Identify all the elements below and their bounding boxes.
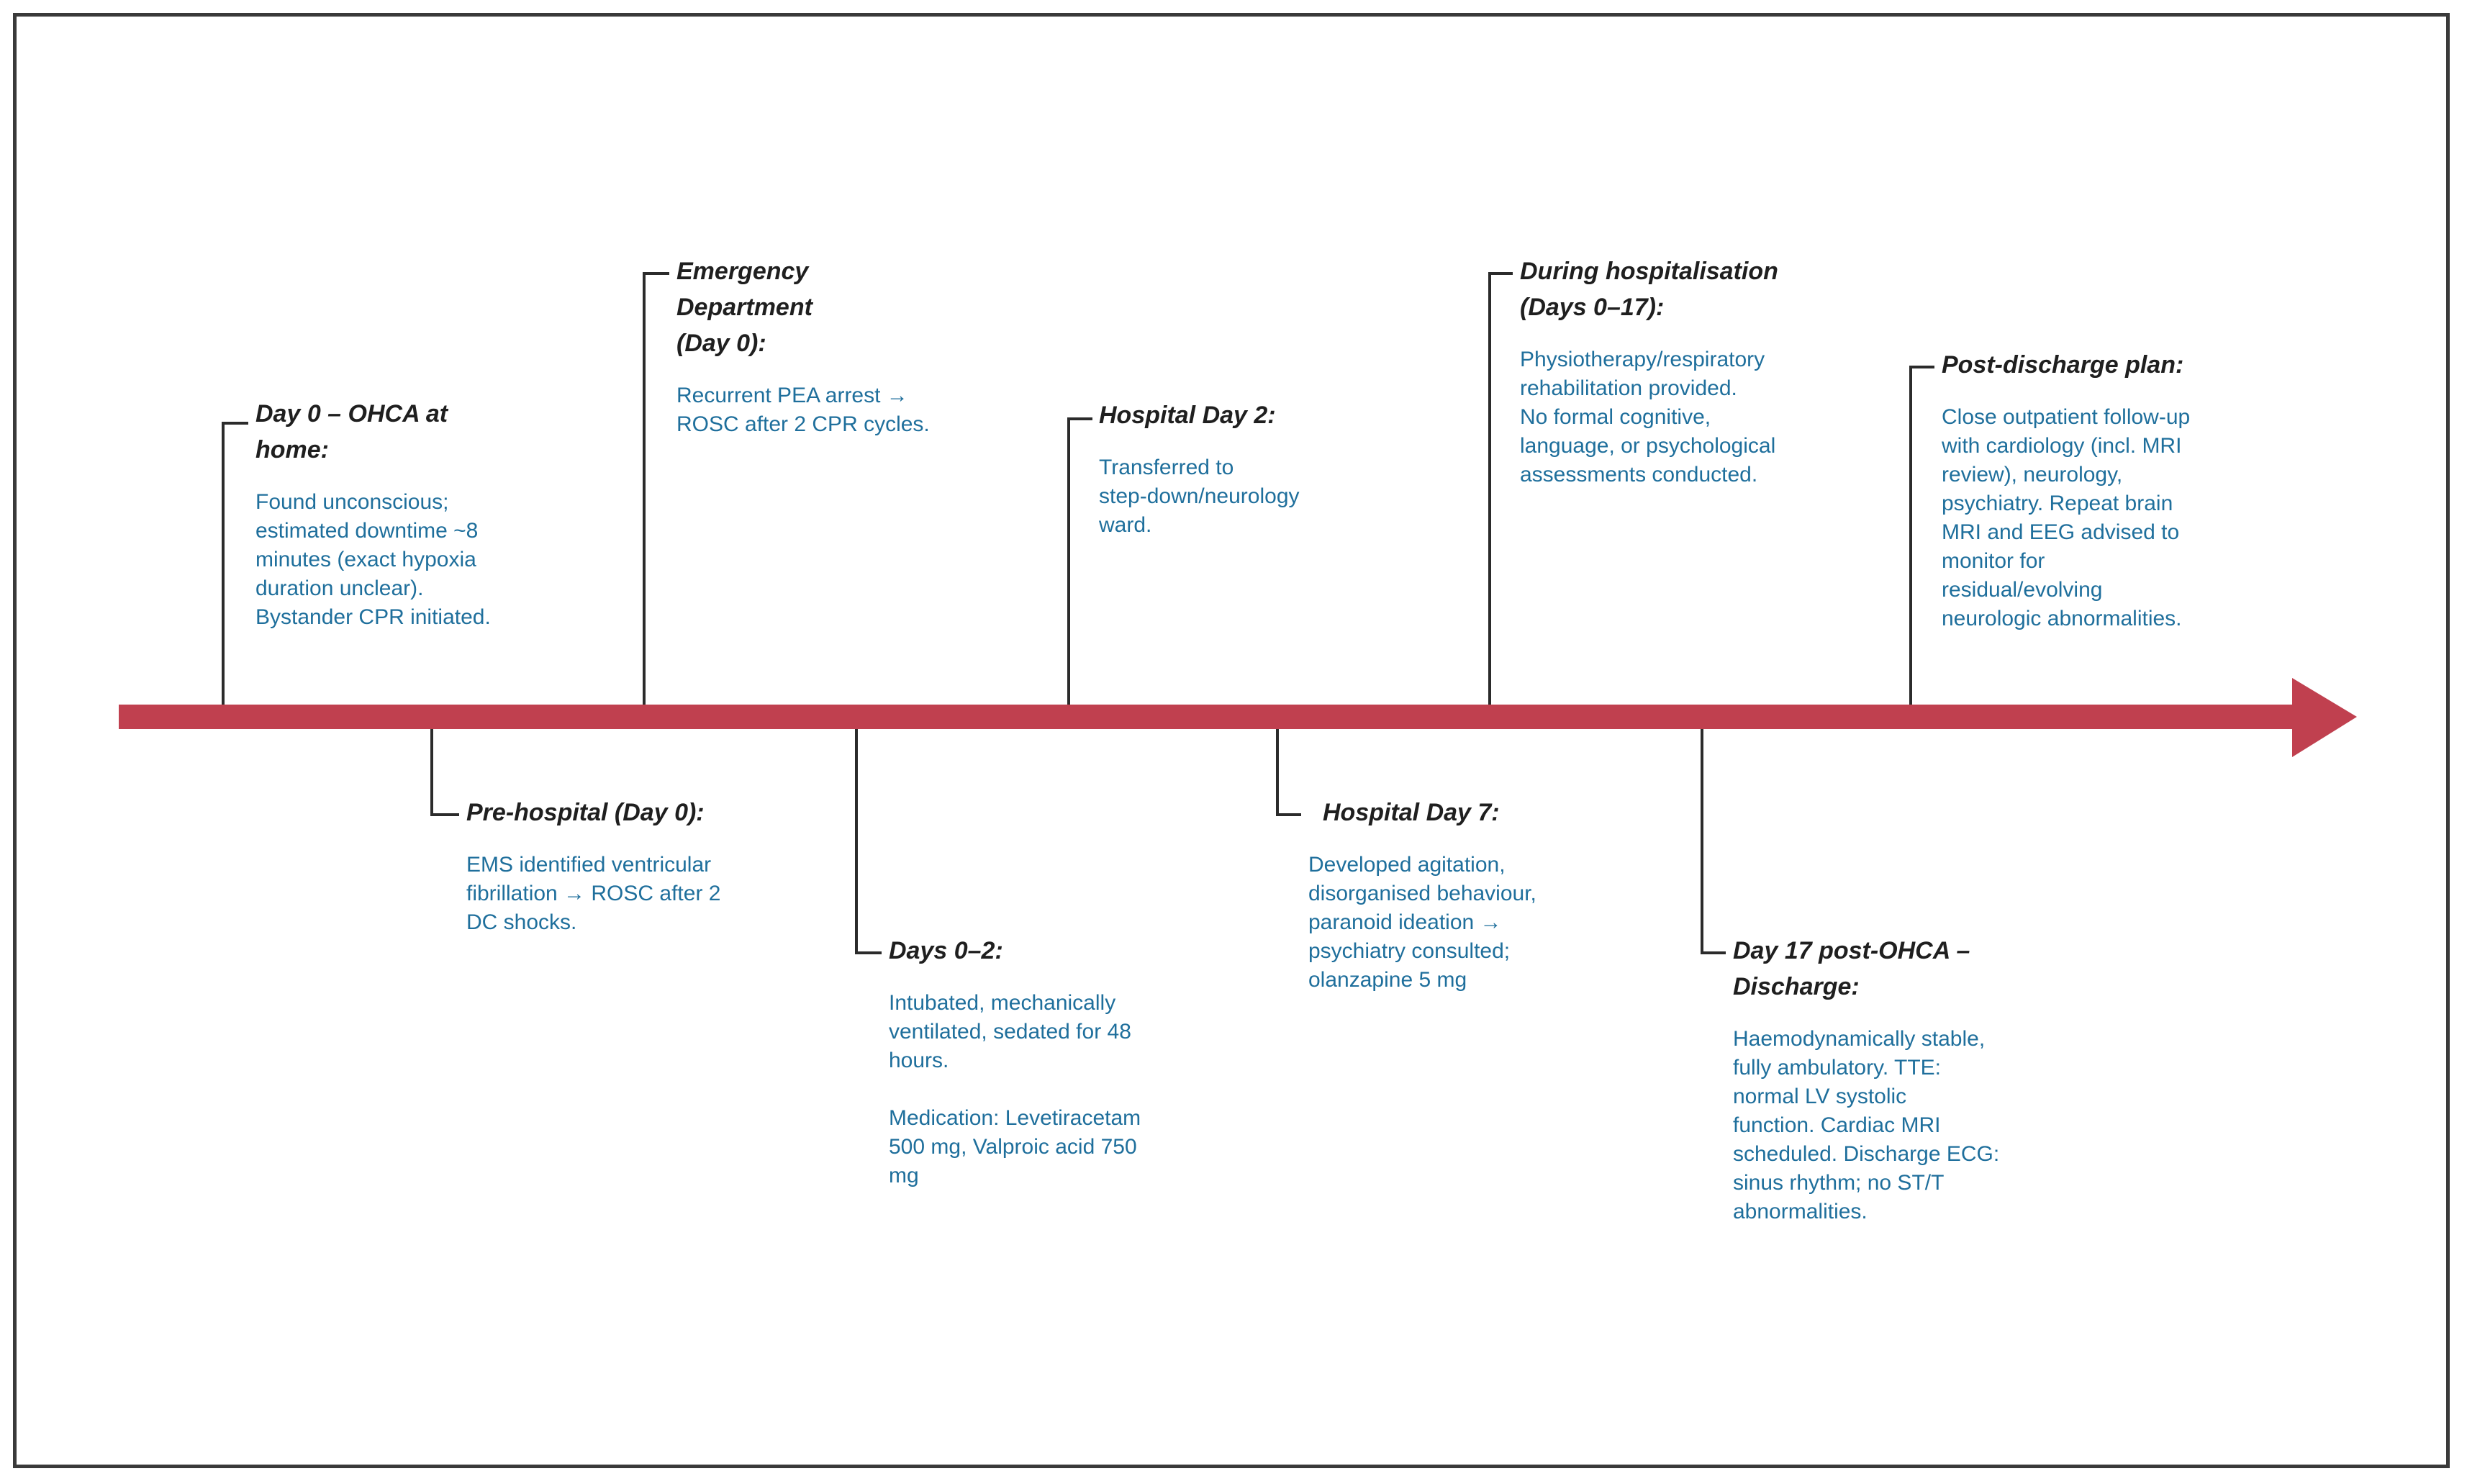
connector-line-6 <box>1490 273 1513 717</box>
event-title: Emergency Department (Day 0): <box>676 258 812 357</box>
timeline-arrow-head <box>2292 678 2357 757</box>
event-day0-ohca <box>255 396 543 632</box>
connector-line-3 <box>856 717 882 953</box>
connector-line-7 <box>1702 717 1726 953</box>
connector-line-4 <box>1069 419 1092 717</box>
event-description: Developed agitation, disorganised behaviour, paranoid ideation → psychiatry consulted; olanzapine 5 mg <box>1308 853 1536 992</box>
event-days-0-2 <box>889 933 1220 1190</box>
event-description: Physiotherapy/respiratory rehabilitation provided. No formal cognitive, language, or psychological assessments conducted. <box>1520 348 1776 487</box>
event-hospital-day-2 <box>1099 397 1401 540</box>
event-hospital-day-7 <box>1308 795 1625 995</box>
connector-line-0 <box>223 423 248 717</box>
event-title: Post-discharge plan: <box>1942 351 2184 379</box>
event-post-discharge-plan <box>1942 347 2273 633</box>
event-during-hospitalisation <box>1520 253 1851 489</box>
event-title: Hospital Day 2: <box>1099 402 1276 429</box>
event-title: Hospital Day 7: <box>1323 799 1500 826</box>
event-description: Found unconscious; estimated downtime ~8 minutes (exact hypoxia duration unclear). Bystander CPR initiated. <box>255 490 491 629</box>
event-day17-discharge <box>1733 933 2064 1226</box>
connector-line-5 <box>1277 717 1301 815</box>
event-title: During hospitalisation (Days 0–17): <box>1520 258 1778 321</box>
event-medication: Medication: Levetiracetam 500 mg, Valproic acid 750 mg <box>889 1106 1141 1187</box>
connector-line-2 <box>644 273 669 717</box>
connector-line-8 <box>1911 367 1934 717</box>
event-description: Close outpatient follow-up with cardiology (incl. MRI review), neurology, psychiatry. Repeat brain MRI and EEG advised to monitor for residual/evolving neurologic abnormalities. <box>1942 405 2191 630</box>
event-description: EMS identified ventricular fibrillation → ROSC after 2 DC shocks. <box>466 853 721 934</box>
event-pre-hospital <box>466 795 783 937</box>
connector-line-1 <box>432 717 459 815</box>
event-title: Days 0–2: <box>889 937 1003 964</box>
event-description: Recurrent PEA arrest → ROSC after 2 CPR cycles. <box>676 384 930 436</box>
event-description: Haemodynamically stable, fully ambulatory. TTE: normal LV systolic function. Cardiac MRI scheduled. Discharge ECG: sinus rhythm; no ST/T abnormalities. <box>1733 1027 2000 1223</box>
event-title: Day 17 post-OHCA – Discharge: <box>1733 937 1970 1000</box>
event-title: Day 0 – OHCA at home: <box>255 400 448 463</box>
timeline-arrow-shaft <box>119 705 2314 729</box>
event-title: Pre-hospital (Day 0): <box>466 799 705 826</box>
timeline-arrow <box>119 678 2357 757</box>
event-description: Intubated, mechanically ventilated, sedated for 48 hours. <box>889 991 1131 1072</box>
event-description: Transferred to step-down/neurology ward. <box>1099 456 1300 537</box>
event-emergency-department <box>676 253 979 439</box>
